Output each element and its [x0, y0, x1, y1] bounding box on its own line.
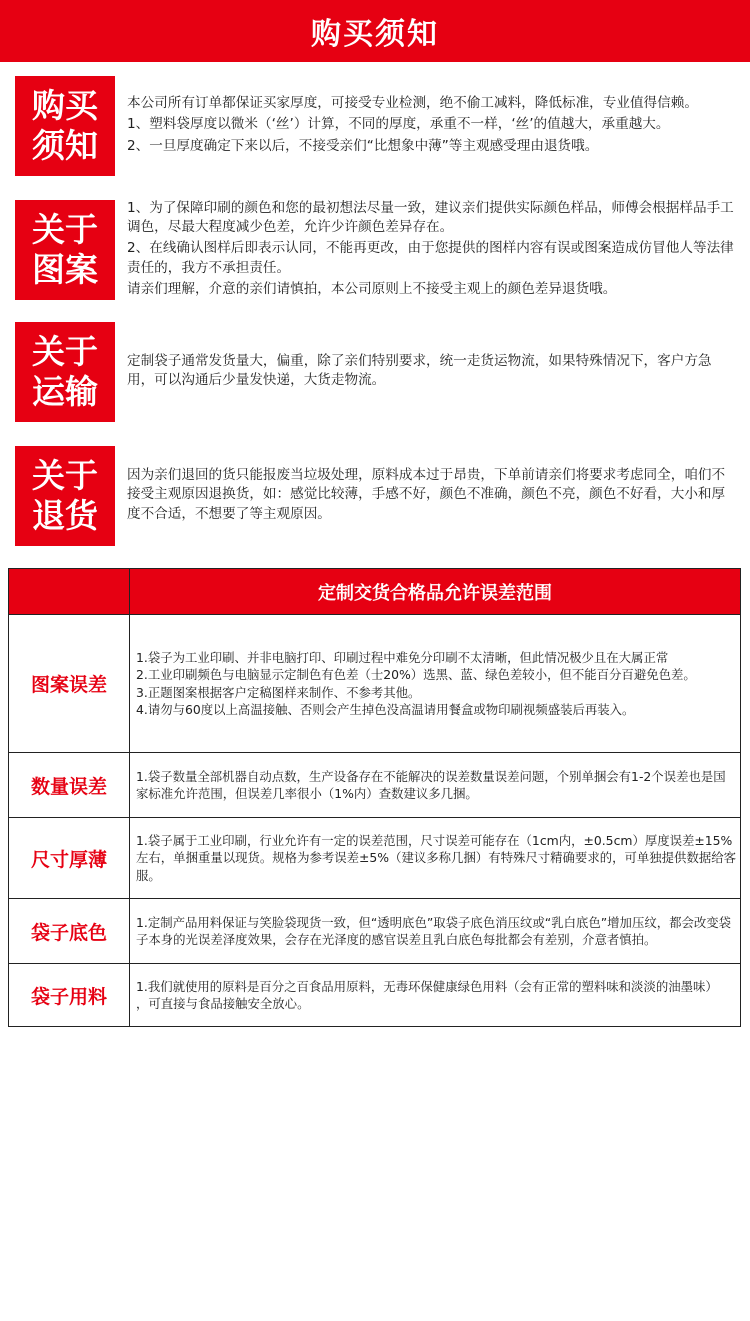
row-category: 尺寸厚薄: [9, 818, 130, 899]
notice-text-returns: [127, 466, 737, 526]
row-body: 1.定制产品用料保证与笑脸袋现货一致，但“透明底色”取袋子底色消压纹或“乳白底色”增加压纹，都会改变袋子本身的光误差泽度效果，会存在光泽度的感官误差且乳白底色每批都会有差别，介意者慎拍。: [130, 899, 741, 964]
notice-label-returns: 关于 退货: [15, 446, 115, 546]
row-category: 图案误差: [9, 615, 130, 753]
table-header-corner: [9, 569, 130, 615]
row-body: 1.袋子为工业印刷、并非电脑打印、印刷过程中难免分印刷不太清晰，但此情况极少且在大属正常 2.工业印刷频色与电脑显示定制色有色差（士20%）选黑、蓝、绿色差较小，但不能百分百避免色差。 3.正题图案根据客户定稿图样来制作、不参考其他。 4.请勿与60度以上高温接触、否则会产生掉色没高温请用餐盒或物印刷视频盛装后再装入。: [130, 615, 741, 753]
notice-returns: [15, 446, 737, 546]
notice-label-shipping: 关于 运输: [15, 322, 115, 422]
notice-pattern: [15, 199, 737, 301]
notice-label-pattern: 关于 图案: [15, 200, 115, 300]
row-body: 1.袋子属于工业印刷，行业允许有一定的误差范围，尺寸误差可能存在（1cm内，±0.5cm）厚度误差±15%左右，单捆重量以现货。规格为参考误差±5%（建议多称几捆）有特殊尺寸精确要求的，可单独提供数据给客服。: [130, 818, 741, 899]
table-row: [9, 899, 741, 964]
notice-paragraph: 1、为了保障印刷的颜色和您的最初想法尽量一致，建议亲们提供实际颜色样品，师傅会根据样品手工调色，尽最大程度减少色差，允许少许颜色差异存在。: [127, 200, 734, 236]
notice-label-purchase: 购买 须知: [15, 76, 115, 176]
notice-text-pattern: [127, 199, 737, 301]
notice-purchase: [15, 76, 737, 176]
table-row: [9, 818, 741, 899]
notice-paragraph: 2、一旦厚度确定下来以后，不接受亲们“比想象中薄”等主观感受理由退货哦。: [127, 137, 599, 154]
table-row: [9, 753, 741, 818]
notice-shipping: [15, 322, 737, 422]
tolerance-table: [8, 568, 741, 1027]
row-category: 袋子底色: [9, 899, 130, 964]
row-body: 1.我们就使用的原料是百分之百食品用原料，无毒环保健康绿色用料（会有正常的塑料味和淡淡的油墨味） ，可直接与食品接触安全放心。: [130, 964, 741, 1027]
notice-text-purchase: [127, 94, 698, 158]
page-banner: [0, 0, 750, 62]
table-row: [9, 615, 741, 753]
table-header-row: [9, 569, 741, 615]
table-row: [9, 964, 741, 1027]
notice-paragraph: 1、塑料袋厚度以微米（‘丝’）计算，不同的厚度，承重不一样，‘丝’的值越大，承重越大。: [127, 116, 670, 133]
notice-paragraph: 因为亲们退回的货只能报废当垃圾处理，原料成本过于昂贵，下单前请亲们将要求考虑同全，咱们不接受主观原因退换货，如：感觉比较薄，手感不好，颜色不准确，颜色不亮，颜色不好看，大小和厚度不合适，不想要了等主观原因。: [127, 467, 726, 522]
notice-paragraph: 定制袋子通常发货量大，偏重，除了亲们特别要求，统一走货运物流，如果特殊情况下，客户方急用，可以沟通后少量发快递，大货走物流。: [127, 352, 712, 388]
banner-title: 购买须知: [311, 17, 439, 52]
notice-paragraph: 请亲们理解，介意的亲们请慎拍，本公司原则上不接受主观上的颜色差异退货哦。: [127, 280, 617, 297]
notice-paragraph: 本公司所有订单都保证买家厚度，可接受专业检测，绝不偷工减料，降低标准，专业值得信赖。: [127, 95, 698, 112]
table-title: 定制交货合格品允许误差范围: [130, 569, 741, 615]
row-body: 1.袋子数量全部机器自动点数，生产设备存在不能解决的误差数量误差问题，个别单捆会有1-2个误差也是国家标准允许范围，但误差几率很小（1%内）查数建议多几捆。: [130, 753, 741, 818]
notice-text-shipping: [127, 352, 737, 392]
row-category: 数量误差: [9, 753, 130, 818]
notice-paragraph: 2、在线确认图样后即表示认同，不能再更改，由于您提供的图样内容有误或图案造成仿冒他人等法律责任的，我方不承担责任。: [127, 240, 734, 276]
row-category: 袋子用料: [9, 964, 130, 1027]
